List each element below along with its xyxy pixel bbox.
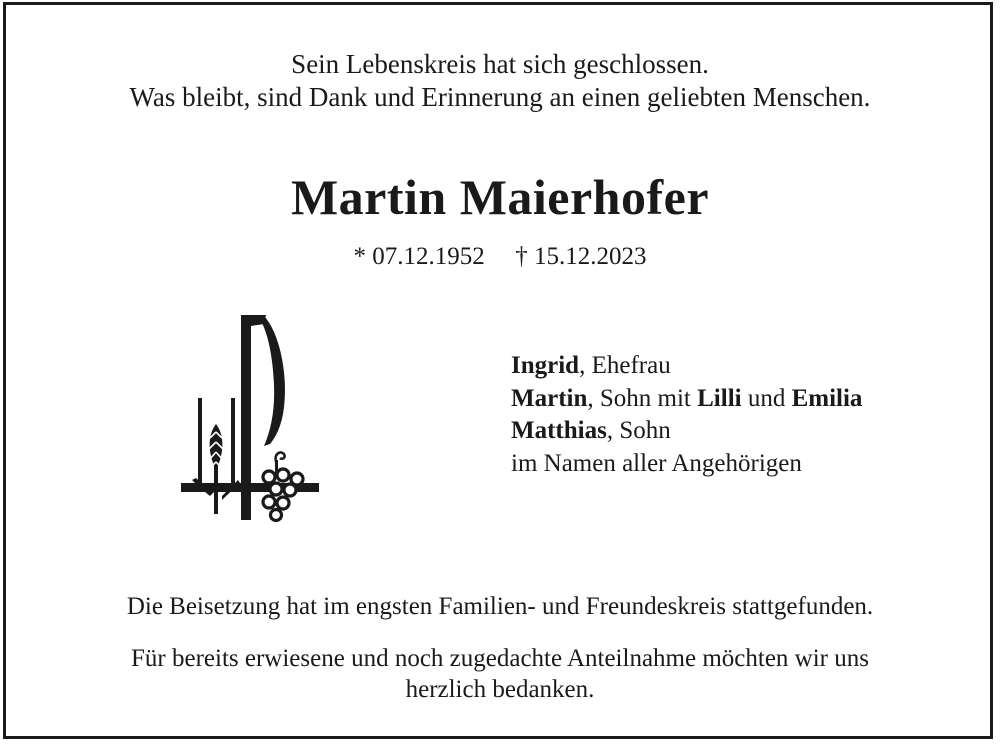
family-line-wife: Ingrid, Ehefrau: [511, 352, 671, 379]
family-line-relatives: im Namen aller Angehörigen: [511, 449, 802, 477]
family-name-emilia: Emilia: [791, 384, 863, 412]
burial-notice: Die Beisetzung hat im engsten Familien- und Freundeskreis stattgefunden.: [126, 593, 874, 620]
family-line-son-martin: Martin, Sohn mit Lilli und Emilia: [511, 384, 863, 412]
family-line-son-matthias: Matthias, Sohn: [511, 417, 671, 444]
death-symbol: †: [515, 243, 528, 270]
family-name-matthias: Matthias: [511, 417, 607, 444]
motto: [0, 48, 1000, 114]
death-date: 15.12.2023: [534, 243, 647, 270]
family-name-lilli: Lilli: [697, 384, 742, 412]
birth-symbol: *: [353, 243, 366, 270]
deceased-name: Martin Maierhofer: [290, 169, 710, 225]
motto-line-2: Was bleibt, sind Dank und Erinnerung an einen geliebten Menschen.: [129, 82, 871, 112]
thanks-text: [0, 643, 1000, 705]
family-list: [511, 350, 862, 480]
thanks-line-2: herzlich bedanken.: [405, 676, 595, 703]
motto-line-1: Sein Lebenskreis hat sich geschlossen.: [291, 49, 709, 79]
family-name-ingrid: Ingrid: [511, 352, 580, 379]
life-dates: [0, 242, 1000, 272]
birth-date: 07.12.1952: [372, 243, 485, 270]
family-name-martin: Martin: [511, 384, 588, 412]
thanks-line-1: Für bereits erwiesene und noch zugedachte Anteilnahme möchten wir uns: [131, 645, 869, 672]
scythe-wheat-grapes-icon: [178, 312, 323, 524]
